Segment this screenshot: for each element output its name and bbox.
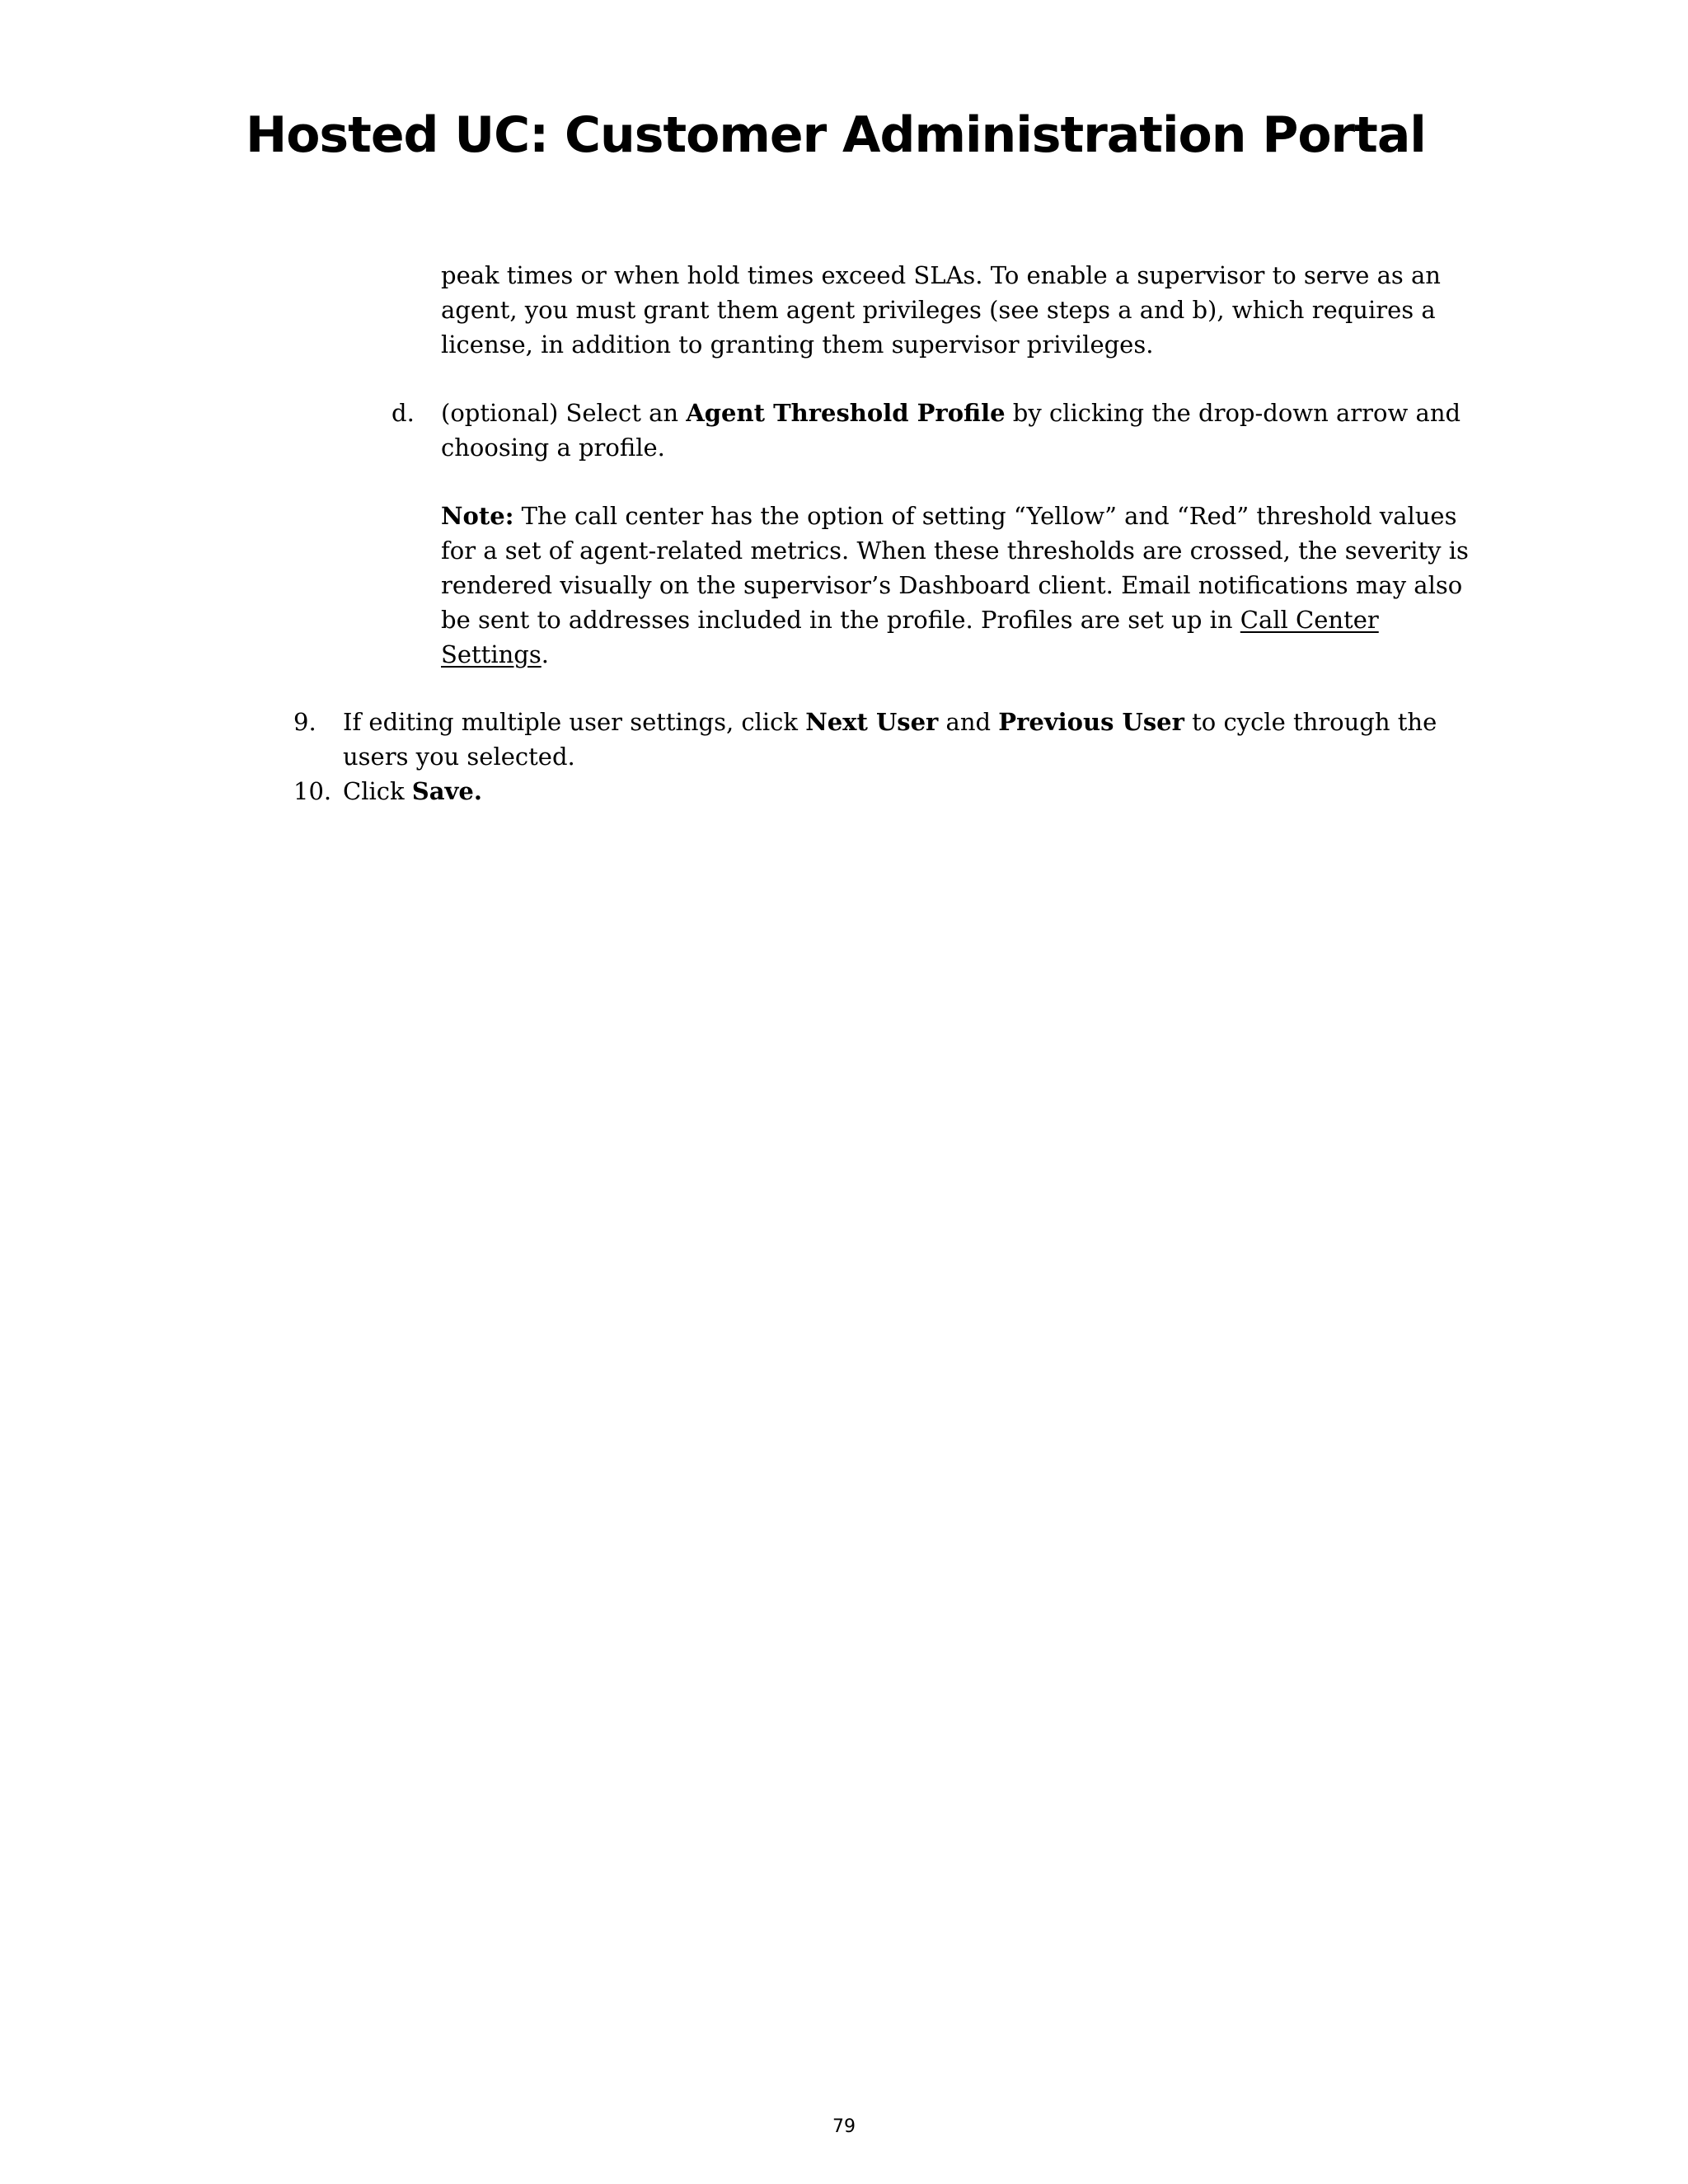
note-text: be sent to addresses included in the profile. Profiles are set up in <box>441 606 1240 634</box>
text-line: users you selected. <box>343 743 575 771</box>
substep-d-marker: d. <box>392 399 415 427</box>
continuation-paragraph <box>441 258 1441 362</box>
step-9-text: If editing multiple user settings, click <box>343 708 806 736</box>
next-user-label: Next User <box>805 708 939 736</box>
step-10-marker: 10. <box>293 777 332 805</box>
text-line <box>343 774 482 808</box>
step-9-text: and <box>938 708 999 736</box>
step-9-paragraph <box>343 705 1437 774</box>
text-line: license, in addition to granting them supervisor privileges. <box>441 330 1154 359</box>
text-line <box>441 396 1461 430</box>
text-line <box>441 499 1469 533</box>
note-paragraph <box>441 499 1469 672</box>
previous-user-label: Previous User <box>998 708 1184 736</box>
step-10-text: Click <box>343 777 412 805</box>
note-label: Note: <box>441 502 514 530</box>
page-title: Hosted UC: Customer Administration Portal <box>246 106 1426 164</box>
text-line: rendered visually on the supervisor’s Dashboard client. Email notifications may also <box>441 571 1463 599</box>
substep-d-text: (optional) Select an <box>441 399 687 427</box>
text-line: peak times or when hold times exceed SLAs. To enable a supervisor to serve as an <box>441 261 1441 289</box>
note-text: The call center has the option of setting “Yellow” and “Red” threshold values <box>513 502 1457 530</box>
text-line <box>441 602 1469 637</box>
call-center-settings-link[interactable]: Settings <box>441 640 542 668</box>
text-line: for a set of agent-related metrics. When these thresholds are crossed, the severity is <box>441 537 1469 565</box>
text-line: choosing a profile. <box>441 434 665 462</box>
substep-d-paragraph <box>441 396 1461 465</box>
text-line <box>441 637 1469 672</box>
step-9-marker: 9. <box>293 708 316 736</box>
save-label: Save. <box>411 777 482 805</box>
agent-threshold-profile-label: Agent Threshold Profile <box>686 399 1006 427</box>
note-text: . <box>541 640 549 668</box>
page-number: 79 <box>832 2116 856 2137</box>
step-10-paragraph <box>343 774 482 808</box>
call-center-settings-link[interactable]: Call Center <box>1240 606 1379 634</box>
text-line: agent, you must grant them agent privileges (see steps a and b), which requires a <box>441 296 1436 324</box>
substep-d-text: by clicking the drop-down arrow and <box>1005 399 1461 427</box>
step-9-text: to cycle through the <box>1184 708 1437 736</box>
text-line <box>343 705 1437 739</box>
